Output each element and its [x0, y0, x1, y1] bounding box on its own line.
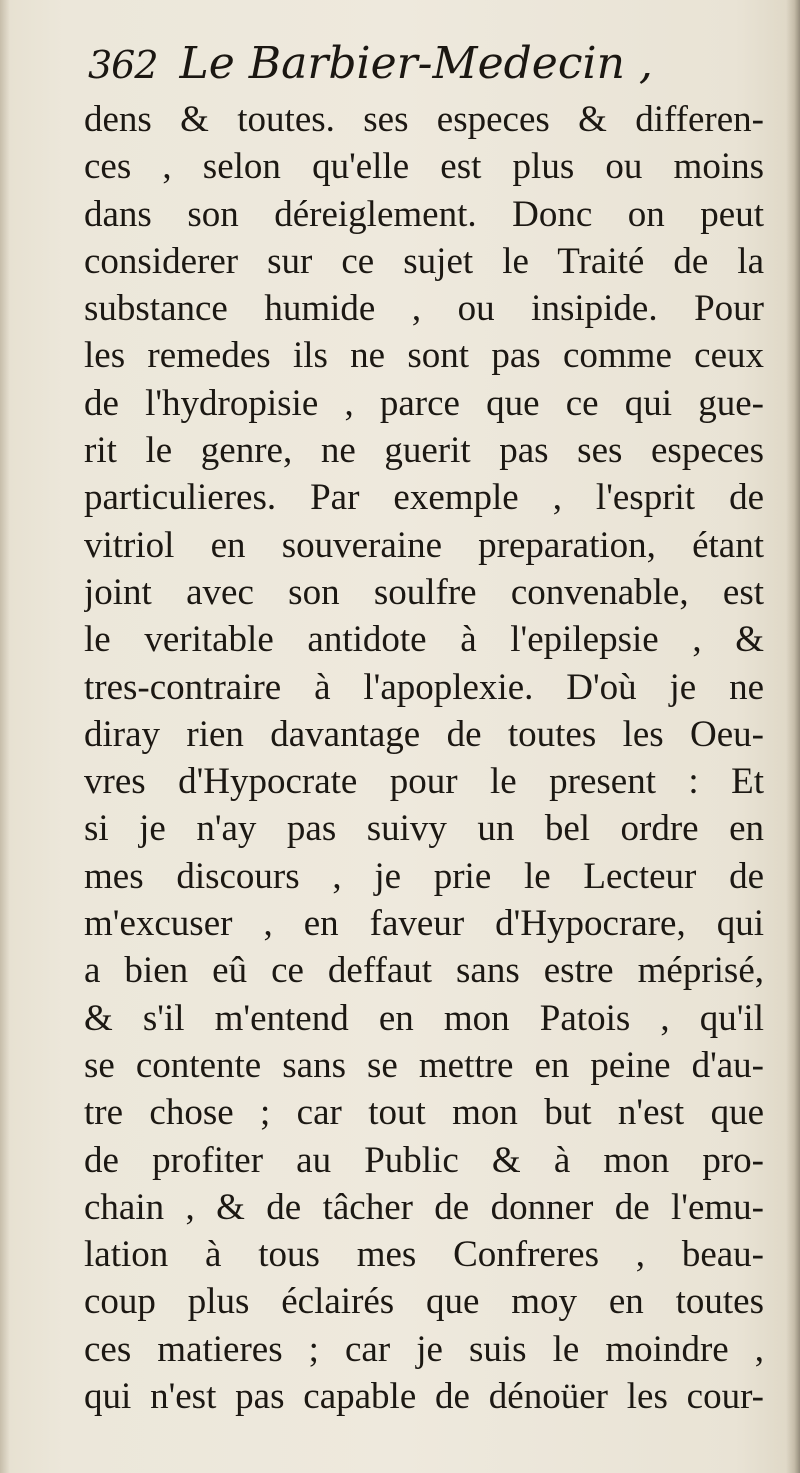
text-line: vitriol en souveraine preparation, étant	[84, 524, 764, 566]
text-line: mes discours , je prie le Lecteur de	[84, 855, 764, 897]
text-line: considerer sur ce sujet le Traité de la	[84, 240, 764, 282]
text-line: ces matieres ; car je suis le moindre ,	[84, 1328, 764, 1370]
text-line: particulieres. Par exemple , l'esprit de	[84, 477, 764, 519]
text-line: diray rien davantage de toutes les Oeu-	[84, 713, 764, 755]
page-header	[88, 38, 653, 96]
text-line: le veritable antidote à l'epilepsie , &	[84, 619, 764, 661]
text-line: les remedes ils ne sont pas comme ceux	[84, 335, 764, 377]
text-line: joint avec son soulfre convenable, est	[84, 571, 764, 613]
text-line: lation à tous mes Confreres , beau-	[84, 1234, 764, 1276]
text-line: de profiter au Public & à mon pro-	[84, 1139, 764, 1181]
text-line: de l'hydropisie , parce que ce qui gue-	[84, 382, 764, 424]
text-line: a bien eû ce deffaut sans estre méprisé,	[84, 950, 764, 992]
page-edge-shadow	[786, 0, 800, 1473]
text-line: coup plus éclairés que moy en toutes	[84, 1281, 764, 1323]
text-line: & s'il m'entend en mon Patois , qu'il	[84, 997, 764, 1039]
text-line: si je n'ay pas suivy un bel ordre en	[84, 808, 764, 850]
text-line: rit le genre, ne guerit pas ses especes	[84, 430, 764, 472]
text-line: vres d'Hypocrate pour le present : Et	[84, 761, 764, 803]
text-line: qui n'est pas capable de dénoüer les cour-	[84, 1376, 764, 1418]
page-number: 362	[88, 43, 158, 87]
text-line: tres-contraire à l'apoplexie. D'où je ne	[84, 666, 764, 708]
text-line: dens & toutes. ses especes & differen-	[84, 99, 764, 140]
body-text	[84, 96, 764, 1420]
text-line: m'excuser , en faveur d'Hypocrare, qui	[84, 903, 764, 945]
text-line: tre chose ; car tout mon but n'est que	[84, 1092, 764, 1134]
text-line: substance humide , ou insipide. Pour	[84, 288, 764, 330]
text-line: dans son déreiglement. Donc on peut	[84, 193, 764, 235]
running-title: Le Barbier-Medecin ,	[179, 38, 653, 89]
text-line: ces , selon qu'elle est plus ou moins	[84, 146, 764, 188]
page-gutter-shadow	[0, 0, 10, 1473]
text-line: chain , & de tâcher de donner de l'emu-	[84, 1186, 764, 1228]
text-line: se contente sans se mettre en peine d'au-	[84, 1044, 764, 1086]
